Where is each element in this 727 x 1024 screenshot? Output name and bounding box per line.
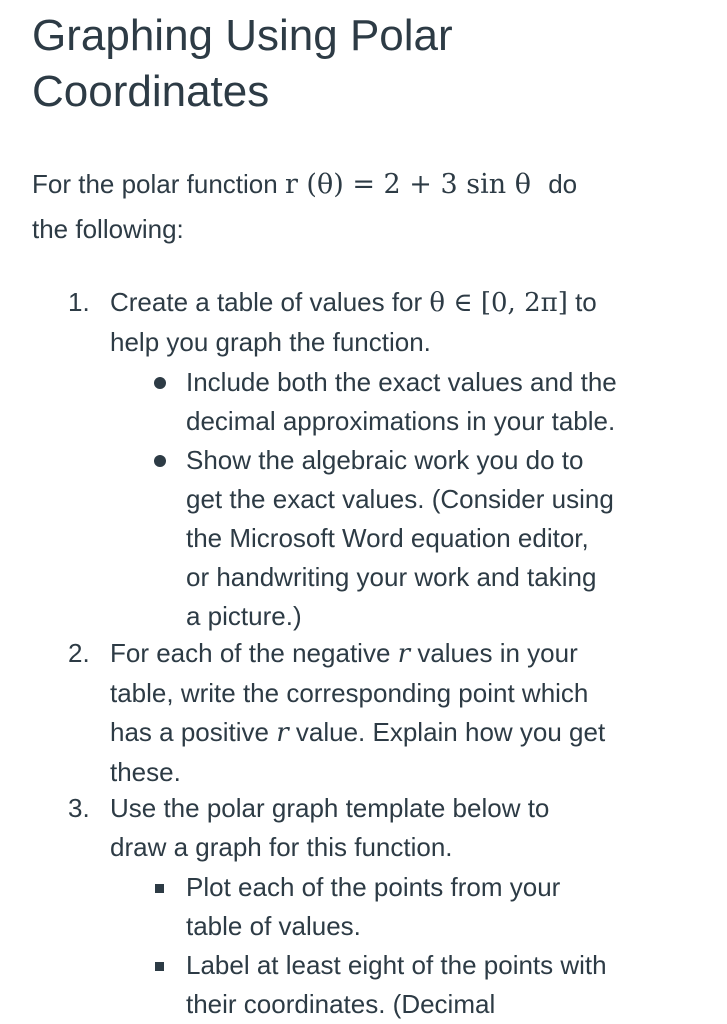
step-number: 1. bbox=[68, 287, 90, 317]
step-3-text-line-1: Use the polar graph template below to bbox=[110, 793, 550, 823]
bullet-text bbox=[186, 868, 706, 946]
bullet-2-line-1: Show the algebraic work you do to bbox=[186, 445, 584, 475]
bullet-text bbox=[186, 441, 706, 636]
step-2-math-r: r bbox=[397, 639, 411, 669]
square-bullet-icon bbox=[155, 962, 164, 971]
title-line-2: Coordinates bbox=[32, 67, 270, 116]
intro-text-after: do bbox=[548, 169, 578, 199]
bullet-1-line-1: Include both the exact values and the bbox=[186, 367, 617, 397]
bullet-2-line-2: get the exact values. (Consider using bbox=[186, 484, 614, 514]
step-2-text-line-4: these. bbox=[110, 757, 181, 787]
step-number: 2. bbox=[68, 638, 90, 668]
disc-bullet-icon bbox=[154, 455, 166, 467]
bullet-text bbox=[186, 946, 706, 1024]
step-2-text-c: has a positive bbox=[110, 717, 269, 747]
bullet-2-line-5: a picture.) bbox=[186, 601, 302, 631]
step-2-text-b: values in your bbox=[417, 638, 578, 668]
step-2-text-line-2: table, write the corresponding point which bbox=[110, 678, 589, 708]
step-2-text-d: value. Explain how you get bbox=[295, 717, 606, 747]
step-3-bullet-1-line-1: Plot each of the points from your bbox=[186, 872, 561, 902]
square-bullet-icon bbox=[155, 884, 164, 893]
step-3-bullet-1-line-2: table of values. bbox=[186, 911, 361, 941]
step-2-math-r-2: r bbox=[276, 718, 289, 748]
step-text bbox=[110, 283, 710, 362]
step-1-text-b: to bbox=[575, 287, 597, 317]
step-3-text-line-2: draw a graph for this function. bbox=[110, 832, 453, 862]
page-title bbox=[32, 8, 692, 120]
bullet-1-line-2: decimal approximations in your table. bbox=[186, 406, 616, 436]
step-text bbox=[110, 634, 710, 792]
intro-text-line-2: the following: bbox=[32, 214, 184, 244]
step-1-text-line-2: help you graph the function. bbox=[110, 327, 431, 357]
title-line-1: Graphing Using Polar bbox=[32, 11, 453, 60]
step-3-bullet-2-line-2: their coordinates. (Decimal bbox=[186, 989, 496, 1019]
intro-text-before: For the polar function bbox=[32, 169, 278, 199]
step-1-text-a: Create a table of values for bbox=[110, 287, 423, 317]
bullet-2-line-4: or handwriting your work and taking bbox=[186, 562, 597, 592]
step-number: 3. bbox=[68, 793, 90, 823]
intro-function-math: r (θ) = 2 + 3 sin θ bbox=[284, 169, 531, 200]
step-text bbox=[110, 789, 710, 867]
step-1-math: θ ∈ [0, 2π] bbox=[429, 288, 568, 318]
step-2-text-a: For each of the negative bbox=[110, 638, 391, 668]
disc-bullet-icon bbox=[154, 377, 166, 389]
intro-paragraph bbox=[32, 162, 692, 251]
step-3-bullet-2-line-1: Label at least eight of the points with bbox=[186, 950, 607, 980]
bullet-text bbox=[186, 363, 706, 441]
bullet-2-line-3: the Microsoft Word equation editor, bbox=[186, 523, 589, 553]
